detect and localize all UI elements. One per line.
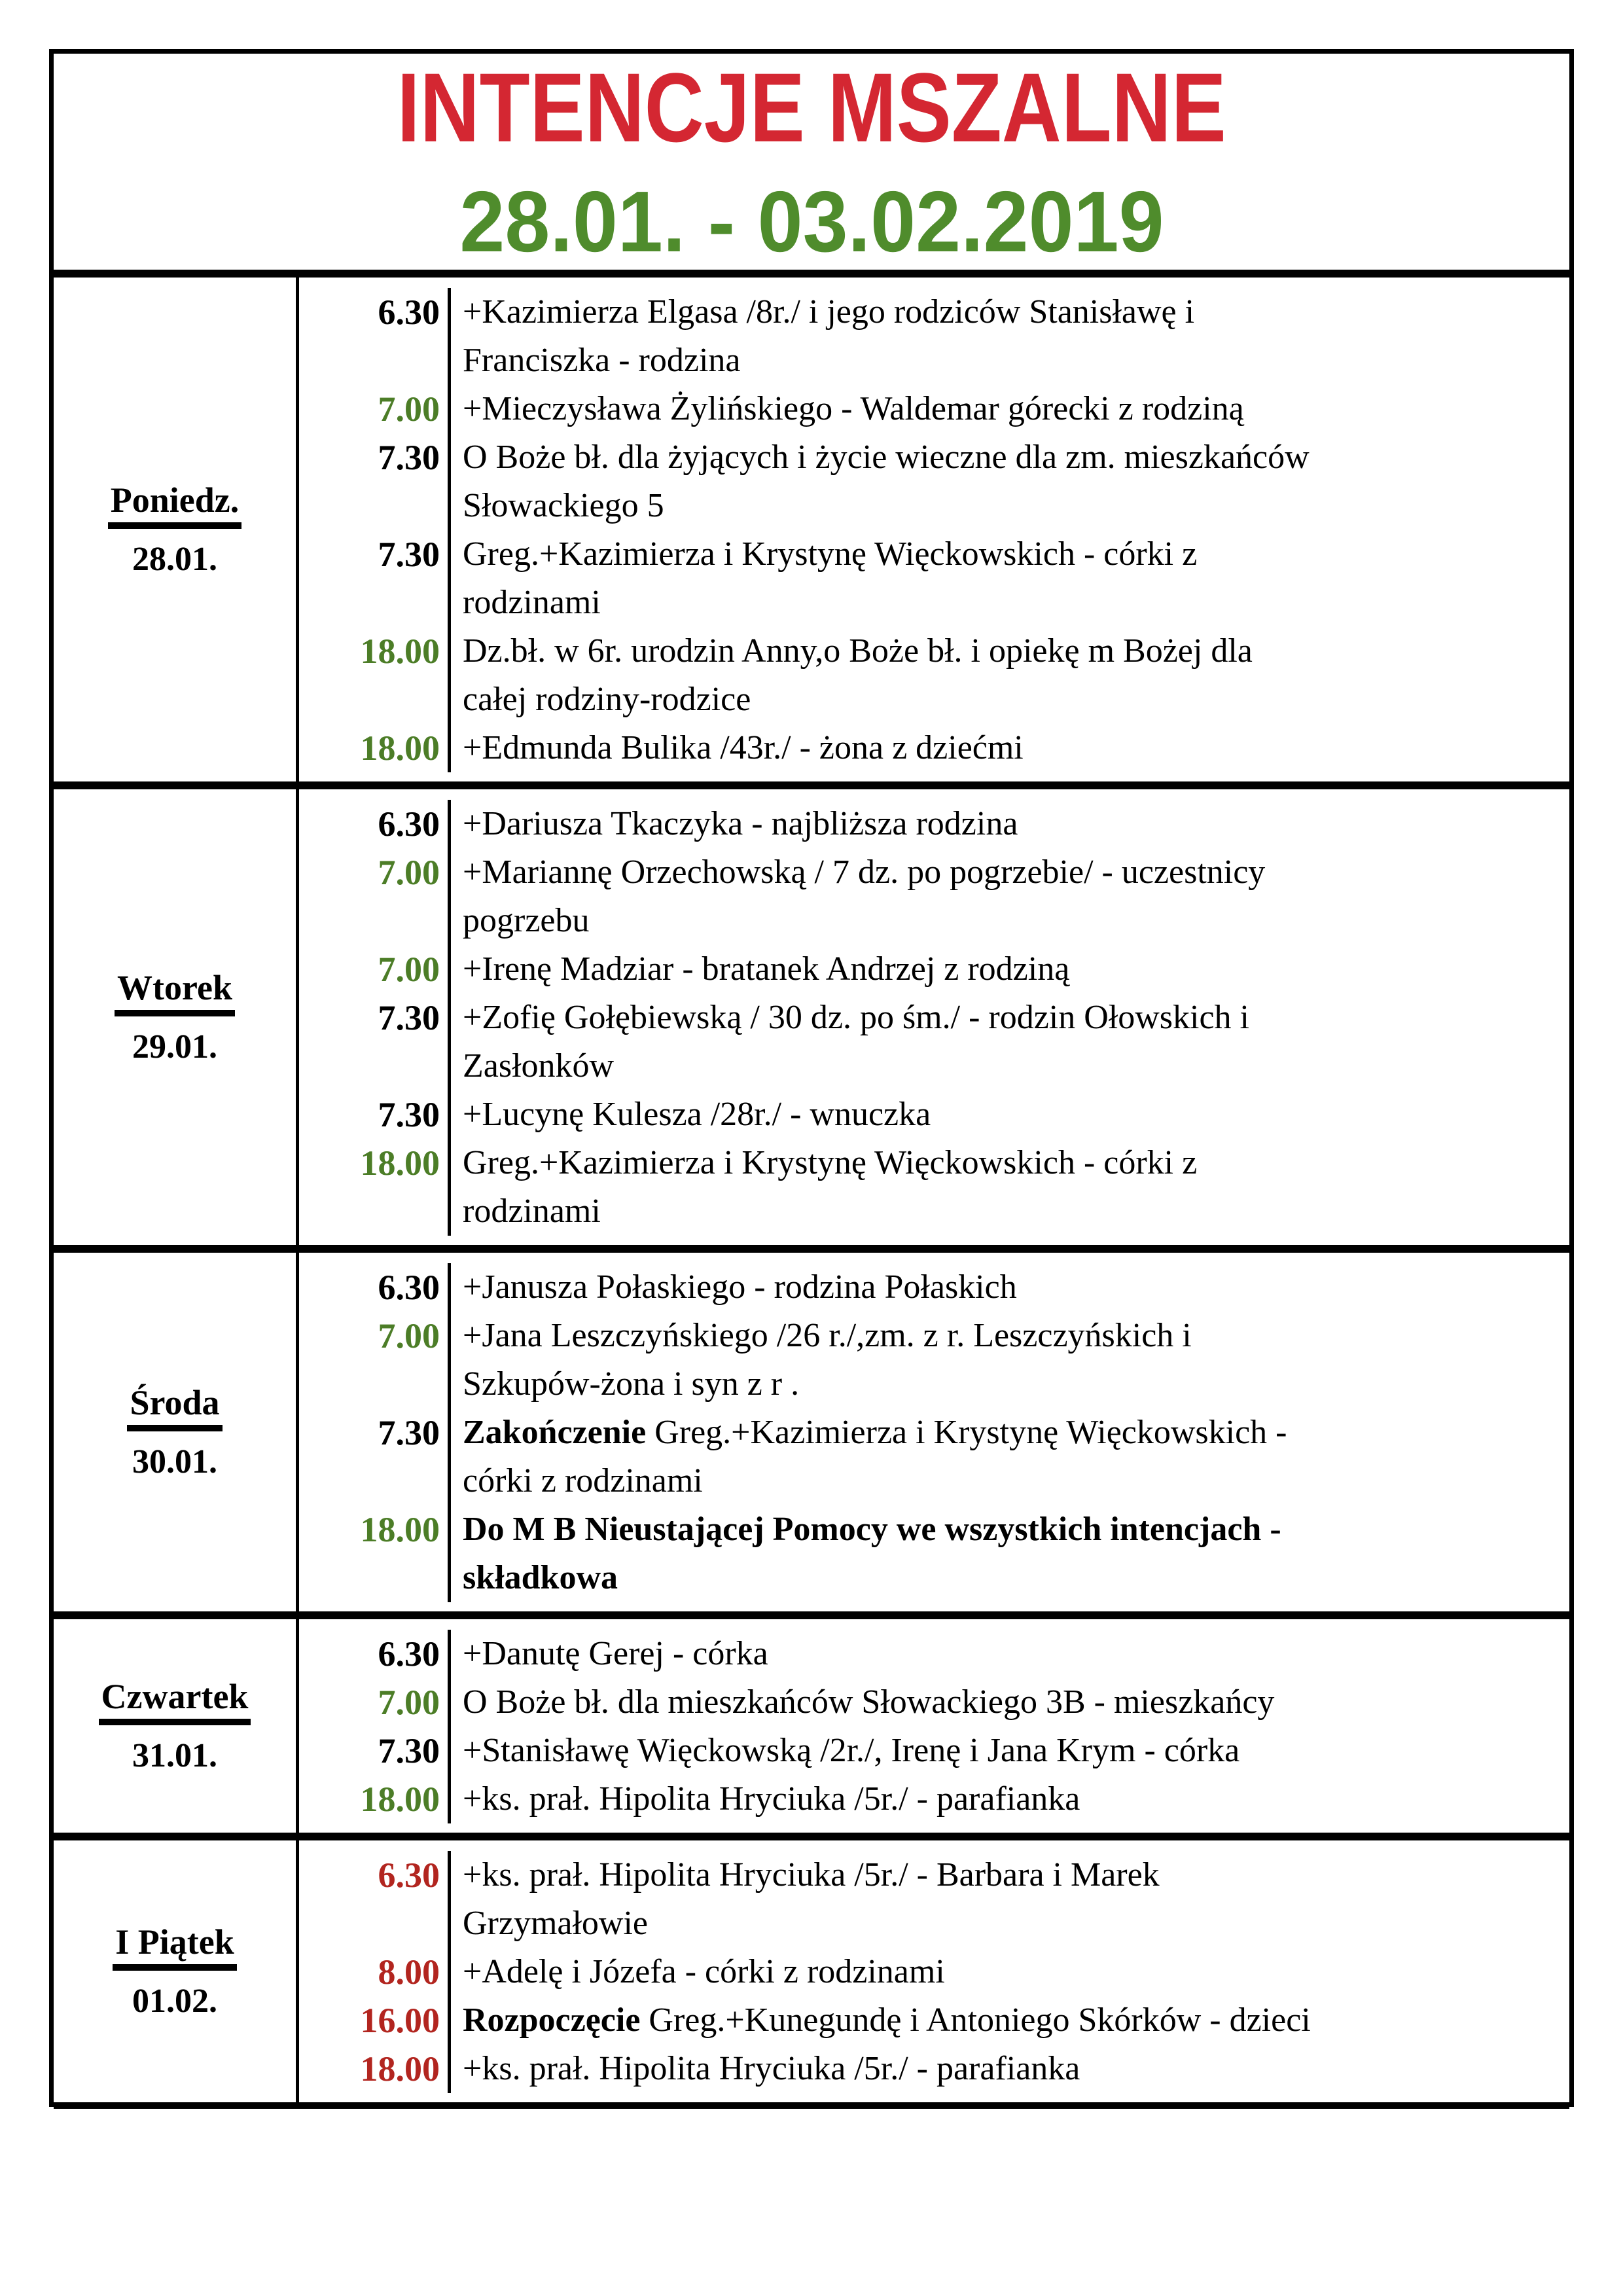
mass-row xyxy=(299,1312,1569,1408)
mass-text-line xyxy=(463,1899,1563,1948)
mass-text xyxy=(451,1948,1569,1996)
mass-list xyxy=(299,278,1569,781)
mass-text-line xyxy=(463,994,1563,1042)
mass-text-line xyxy=(463,433,1563,482)
mass-text xyxy=(451,1775,1569,1823)
mass-text-line xyxy=(463,800,1563,848)
mass-text xyxy=(451,1090,1569,1139)
mass-row xyxy=(299,1851,1569,1948)
mass-text xyxy=(451,530,1569,627)
mass-text-line xyxy=(463,1263,1563,1312)
day-block xyxy=(54,1619,1569,1840)
date-range: 28.01. - 03.02.2019 xyxy=(459,173,1164,270)
mass-text-line xyxy=(463,288,1563,336)
day-block xyxy=(54,1840,1569,2109)
mass-row xyxy=(299,1408,1569,1505)
mass-text-line xyxy=(463,336,1563,385)
day-label-cell xyxy=(54,1840,299,2102)
mass-text xyxy=(451,945,1569,994)
mass-text xyxy=(451,1139,1569,1236)
mass-text xyxy=(451,1263,1569,1312)
mass-text xyxy=(451,288,1569,385)
mass-time: 7.30 xyxy=(299,530,451,627)
mass-time: 18.00 xyxy=(299,627,451,724)
day-date: 31.01. xyxy=(132,1737,217,1775)
mass-text-segment: Szkupów-żona i syn z r . xyxy=(463,1365,800,1403)
mass-row xyxy=(299,945,1569,994)
mass-time: 7.30 xyxy=(299,994,451,1090)
mass-text-line xyxy=(463,482,1563,530)
mass-text-segment: +Mieczysława Żylińskiego - Waldemar górecki z rodziną xyxy=(463,390,1244,427)
mass-time: 16.00 xyxy=(299,1996,451,2045)
day-date: 28.01. xyxy=(132,541,217,579)
mass-text-line xyxy=(463,945,1563,994)
day-block xyxy=(54,278,1569,789)
day-date: 30.01. xyxy=(132,1443,217,1481)
mass-text xyxy=(451,1505,1569,1602)
mass-row xyxy=(299,1090,1569,1139)
mass-row xyxy=(299,1630,1569,1678)
day-block xyxy=(54,789,1569,1253)
mass-text-line xyxy=(463,1554,1563,1602)
mass-text xyxy=(451,433,1569,530)
mass-text-segment: +ks. prał. Hipolita Hryciuka /5r./ - parafianka xyxy=(463,2050,1080,2087)
mass-text xyxy=(451,385,1569,433)
mass-time: 7.30 xyxy=(299,1408,451,1505)
day-label-cell xyxy=(54,278,299,781)
mass-text-line xyxy=(463,627,1563,675)
mass-text-segment: +Irenę Madziar - bratanek Andrzej z rodziną xyxy=(463,950,1070,988)
mass-text-segment: Grzymałowie xyxy=(463,1905,649,1942)
mass-text-line xyxy=(463,897,1563,945)
mass-text-segment: Greg.+Kazimierza i Krystynę Więckowskich - córki z xyxy=(463,1144,1198,1181)
mass-text xyxy=(451,2045,1569,2093)
mass-text-segment: rodzinami xyxy=(463,584,601,621)
mass-row xyxy=(299,288,1569,385)
mass-row xyxy=(299,848,1569,945)
day-name: Środa xyxy=(127,1384,222,1431)
mass-text-line xyxy=(463,1312,1563,1360)
mass-time: 6.30 xyxy=(299,1630,451,1678)
day-name: Czwartek xyxy=(99,1677,251,1725)
mass-text-line xyxy=(463,1996,1563,2045)
mass-row xyxy=(299,433,1569,530)
page-title: INTENCJE MSZALNE xyxy=(397,52,1226,162)
mass-text-segment: Rozpoczęcie xyxy=(463,2001,641,2039)
day-label-cell xyxy=(54,1253,299,1611)
mass-text-line xyxy=(463,385,1563,433)
mass-time: 8.00 xyxy=(299,1948,451,1996)
mass-row xyxy=(299,1996,1569,2045)
day-name: Wtorek xyxy=(115,969,235,1016)
mass-row xyxy=(299,1678,1569,1727)
mass-row xyxy=(299,385,1569,433)
mass-text-segment: Franciszka - rodzina xyxy=(463,342,741,379)
day-name: Poniedz. xyxy=(108,481,242,529)
mass-text-segment: +ks. prał. Hipolita Hryciuka /5r./ - Barbara i Marek xyxy=(463,1856,1160,1893)
mass-row xyxy=(299,2045,1569,2093)
mass-text-line xyxy=(463,1139,1563,1187)
mass-text xyxy=(451,1996,1569,2045)
mass-row xyxy=(299,1263,1569,1312)
mass-text-segment: +Edmunda Bulika /43r./ - żona z dziećmi xyxy=(463,729,1024,766)
mass-text-line xyxy=(463,1948,1563,1996)
mass-row xyxy=(299,1948,1569,1996)
mass-text-segment: rodzinami xyxy=(463,1193,601,1230)
day-label-cell xyxy=(54,789,299,1245)
mass-text xyxy=(451,1727,1569,1775)
mass-row xyxy=(299,1775,1569,1823)
mass-text-segment: Zasłonków xyxy=(463,1047,615,1085)
mass-list xyxy=(299,1253,1569,1611)
mass-text-line xyxy=(463,1187,1563,1236)
mass-time: 18.00 xyxy=(299,1775,451,1823)
mass-text-segment: +Kazimierza Elgasa /8r./ i jego rodziców Stanisławę i xyxy=(463,293,1195,331)
mass-text-segment: +Dariusza Tkaczyka - najbliższa rodzina xyxy=(463,805,1018,842)
mass-text-segment: +Danutę Gerej - córka xyxy=(463,1635,768,1672)
mass-text-segment: +Zofię Gołębiewską / 30 dz. po śm./ - rodzin Ołowskich i xyxy=(463,999,1249,1036)
mass-text-segment: Dz.bł. w 6r. urodzin Anny,o Boże bł. i opiekę m Bożej dla xyxy=(463,632,1253,670)
mass-text xyxy=(451,1678,1569,1727)
day-block xyxy=(54,1253,1569,1619)
mass-text-line xyxy=(463,1630,1563,1678)
mass-text-line xyxy=(463,1505,1563,1554)
mass-text-segment: Słowackiego 5 xyxy=(463,487,664,524)
mass-text xyxy=(451,848,1569,945)
mass-text-segment: Greg.+Kazimierza i Krystynę Więckowskich - córki z xyxy=(463,535,1198,573)
mass-text-line xyxy=(463,1775,1563,1823)
mass-text-segment: całej rodziny-rodzice xyxy=(463,681,751,718)
mass-row xyxy=(299,800,1569,848)
mass-text-segment: +ks. prał. Hipolita Hryciuka /5r./ - parafianka xyxy=(463,1780,1080,1818)
mass-text-segment: pogrzebu xyxy=(463,902,590,939)
mass-time: 18.00 xyxy=(299,2045,451,2093)
mass-text xyxy=(451,1408,1569,1505)
mass-text-segment: +Stanisławę Więckowską /2r./, Irenę i Jana Krym - córka xyxy=(463,1732,1240,1769)
day-label-cell xyxy=(54,1619,299,1833)
mass-text-line xyxy=(463,724,1563,772)
mass-text-segment: +Mariannę Orzechowską / 7 dz. po pogrzebie/ - uczestnicy xyxy=(463,853,1266,891)
mass-time: 7.00 xyxy=(299,945,451,994)
mass-time: 7.00 xyxy=(299,1678,451,1727)
mass-text-line xyxy=(463,530,1563,579)
mass-text xyxy=(451,627,1569,724)
day-rows xyxy=(54,278,1569,2109)
mass-time: 7.30 xyxy=(299,1727,451,1775)
mass-row xyxy=(299,1727,1569,1775)
mass-text-segment: +Jana Leszczyńskiego /26 r./,zm. z r. Leszczyńskich i xyxy=(463,1317,1192,1354)
mass-time: 7.30 xyxy=(299,1090,451,1139)
mass-time: 7.00 xyxy=(299,848,451,945)
mass-text-line xyxy=(463,579,1563,627)
day-date: 01.02. xyxy=(132,1982,217,2020)
mass-text-line xyxy=(463,2045,1563,2093)
mass-row xyxy=(299,994,1569,1090)
mass-text-segment: Greg.+Kunegundę i Antoniego Skórków - dzieci xyxy=(640,2001,1311,2039)
mass-text-line xyxy=(463,848,1563,897)
mass-text-segment: +Adelę i Józefa - córki z rodzinami xyxy=(463,1953,945,1990)
mass-list xyxy=(299,1619,1569,1833)
mass-text-line xyxy=(463,1360,1563,1408)
mass-text-line xyxy=(463,1678,1563,1727)
mass-time: 18.00 xyxy=(299,1139,451,1236)
mass-text-line xyxy=(463,1408,1563,1457)
mass-time: 6.30 xyxy=(299,1263,451,1312)
mass-time: 18.00 xyxy=(299,1505,451,1602)
mass-time: 7.00 xyxy=(299,1312,451,1408)
mass-text-line xyxy=(463,1457,1563,1505)
mass-list xyxy=(299,789,1569,1245)
mass-time: 6.30 xyxy=(299,800,451,848)
mass-text-line xyxy=(463,1090,1563,1139)
mass-text xyxy=(451,1630,1569,1678)
mass-time: 7.30 xyxy=(299,433,451,530)
mass-text-segment: składkowa xyxy=(463,1559,618,1596)
mass-text-segment: Greg.+Kazimierza i Krystynę Więckowskich - xyxy=(646,1414,1287,1451)
day-date: 29.01. xyxy=(132,1028,217,1066)
mass-text xyxy=(451,1312,1569,1408)
table-header xyxy=(54,54,1569,278)
mass-row xyxy=(299,1139,1569,1236)
mass-text-segment: +Lucynę Kulesza /28r./ - wnuczka xyxy=(463,1096,931,1133)
mass-text-line xyxy=(463,675,1563,724)
mass-list xyxy=(299,1840,1569,2102)
mass-time: 6.30 xyxy=(299,288,451,385)
mass-text xyxy=(451,994,1569,1090)
mass-row xyxy=(299,627,1569,724)
mass-text-segment: córki z rodzinami xyxy=(463,1462,703,1499)
mass-text xyxy=(451,724,1569,772)
mass-row xyxy=(299,1505,1569,1602)
mass-text-segment: Zakończenie xyxy=(463,1414,647,1451)
mass-text-segment: O Boże bł. dla żyjących i życie wieczne dla zm. mieszkańców xyxy=(463,439,1310,476)
mass-row xyxy=(299,724,1569,772)
mass-text-line xyxy=(463,1851,1563,1899)
mass-time: 18.00 xyxy=(299,724,451,772)
mass-time: 7.00 xyxy=(299,385,451,433)
mass-text-line xyxy=(463,1727,1563,1775)
day-name: I Piątek xyxy=(113,1923,237,1971)
mass-text-segment: Do M B Nieustającej Pomocy we wszystkich intencjach - xyxy=(463,1511,1281,1548)
mass-row xyxy=(299,530,1569,627)
mass-text-line xyxy=(463,1042,1563,1090)
mass-time: 6.30 xyxy=(299,1851,451,1948)
mass-intentions-table xyxy=(49,49,1574,2107)
mass-text xyxy=(451,1851,1569,1948)
mass-text-segment: O Boże bł. dla mieszkańców Słowackiego 3B - mieszkańcy xyxy=(463,1683,1275,1721)
mass-text xyxy=(451,800,1569,848)
mass-text-segment: +Janusza Połaskiego - rodzina Połaskich xyxy=(463,1268,1017,1306)
